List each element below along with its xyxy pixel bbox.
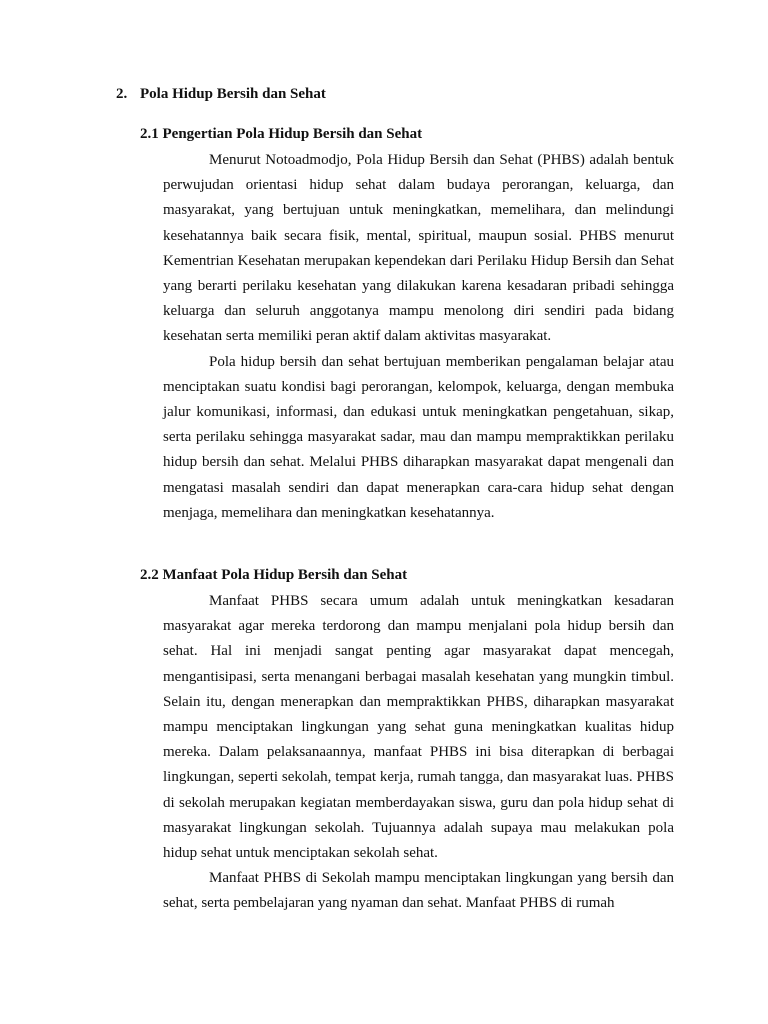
paragraph: Pola hidup bersih dan sehat bertujuan memberikan pengalaman belajar atau menciptakan suatu kondisi bagi perorangan, kelompok, keluarga, dengan membuka jalur komunikasi, informasi, dan edukasi untuk meningkatkan pengetahuan, sikap, serta perilaku sehingga masyarakat sadar, mau dan mampu mempraktikkan perilaku hidup bersih dan sehat. Melalui PHBS diharapkan masyarakat dapat mengenali dan mengatasi masalah sendiri dan dapat menerapkan cara-cara hidup sehat dengan menjaga, memelihara dan meningkatkan kesehatannya. [163, 353, 674, 521]
subsection-title-2-1: 2.1 Pengertian Pola Hidup Bersih dan Sehat [140, 126, 423, 142]
subsection-body-2-1 [163, 148, 674, 526]
section-heading [116, 86, 326, 103]
paragraph: Manfaat PHBS di Sekolah mampu menciptakan lingkungan yang bersih dan sehat, serta pembelajaran yang nyaman dan sehat. Manfaat PHBS di rumah [163, 870, 674, 912]
paragraph: Manfaat PHBS secara umum adalah untuk meningkatkan kesadaran masyarakat agar mereka terdorong dan mampu menjalani pola hidup bersih dan sehat. Hal ini menjadi sangat penting agar masyarakat dapat mencegah, mengantisipasi, serta menangani berbagai masalah kesehatan yang mungkin timbul. Selain itu, dengan menerapkan dan mempraktikkan PHBS, diharapkan masyarakat mampu menciptakan lingkungan yang sehat guna meningkatkan kualitas hidup mereka. Dalam pelaksanaannya, manfaat PHBS ini bisa diterapkan di berbagai lingkungan, seperti sekolah, tempat kerja, rumah tangga, dan masyarakat luas. PHBS di sekolah merupakan kegiatan memberdayakan siswa, guru dan pola hidup sehat di masyarakat lingkungan sekolah. Tujuannya adalah supaya mau melakukan pola hidup sehat untuk menciptakan sekolah sehat. [163, 593, 674, 862]
paragraph: Menurut Notoadmodjo, Pola Hidup Bersih dan Sehat (PHBS) adalah bentuk perwujudan orientasi hidup sehat dalam budaya perorangan, keluarga, dan masyarakat, yang bertujuan untuk meningkatkan, memelihara, dan melindungi kesehatannya baik secara fisik, mental, spiritual, maupun sosial. PHBS menurut Kementrian Kesehatan merupakan kependekan dari Perilaku Hidup Bersih dan Sehat yang berarti perilaku kesehatan yang dilakukan karena kesadaran pribadi sehingga keluarga dan seluruh anggotanya mampu menolong diri sendiri pada bidang kesehatan serta memiliki peran aktif dalam aktivitas masyarakat. [163, 152, 674, 345]
section-number: 2. [116, 86, 128, 102]
subsection-body-2-2 [163, 589, 674, 917]
section-title: Pola Hidup Bersih dan Sehat [140, 86, 326, 102]
subsection-title-2-2: 2.2 Manfaat Pola Hidup Bersih dan Sehat [140, 567, 408, 583]
